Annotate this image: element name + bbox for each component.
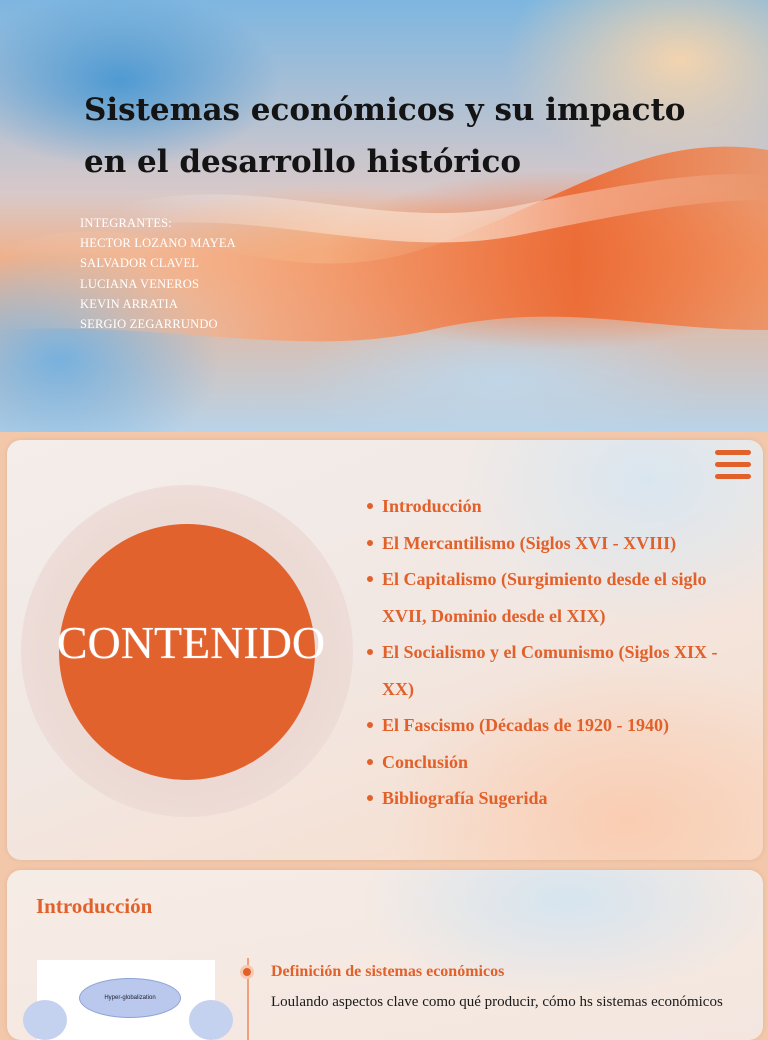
subsection-title: Definición de sistemas económicos: [271, 963, 505, 980]
contents-list: [363, 488, 743, 817]
members-block: [80, 213, 236, 334]
member-name: SERGIO ZEGARRUNDO: [80, 317, 218, 332]
diagram-node: [23, 1000, 67, 1040]
presentation-title: Sistemas económicos y su impacto en el desarrollo histórico: [84, 92, 686, 180]
section-title: Introducción: [36, 894, 153, 918]
subsection-text: Loulando aspectos clave como qué producir, cómo hs sistemas económicos: [271, 994, 723, 1010]
contents-item: Bibliografía Sugerida: [363, 780, 743, 817]
contents-item: Conclusión: [363, 744, 743, 781]
members-heading: INTEGRANTES:: [80, 216, 172, 230]
title-slide: [0, 0, 768, 432]
contents-heading: CONTENIDO: [56, 617, 326, 668]
contents-slide: [7, 440, 763, 860]
diagram-center-node: Hyper-globalization: [79, 978, 181, 1018]
contents-item: El Socialismo y el Comunismo (Siglos XIX - XX): [363, 634, 743, 707]
introduction-slide: [7, 870, 763, 1040]
timeline-dot-icon: [240, 965, 254, 979]
member-name: HECTOR LOZANO MAYEA: [80, 236, 236, 251]
contents-item: El Capitalismo (Surgimiento desde el siglo XVII, Dominio desde el XIX): [363, 561, 743, 634]
globalization-diagram-image: [37, 960, 215, 1040]
member-name: KEVIN ARRATIA: [80, 296, 179, 311]
member-name: LUCIANA VENEROS: [80, 276, 200, 291]
contents-item: Introducción: [363, 488, 743, 525]
contents-item: El Fascismo (Décadas de 1920 - 1940): [363, 707, 743, 744]
hamburger-menu-icon[interactable]: [715, 450, 751, 484]
diagram-node: [189, 1000, 233, 1040]
member-name: SALVADOR CLAVEL: [80, 256, 200, 271]
contents-item: El Mercantilismo (Siglos XVI - XVIII): [363, 525, 743, 562]
